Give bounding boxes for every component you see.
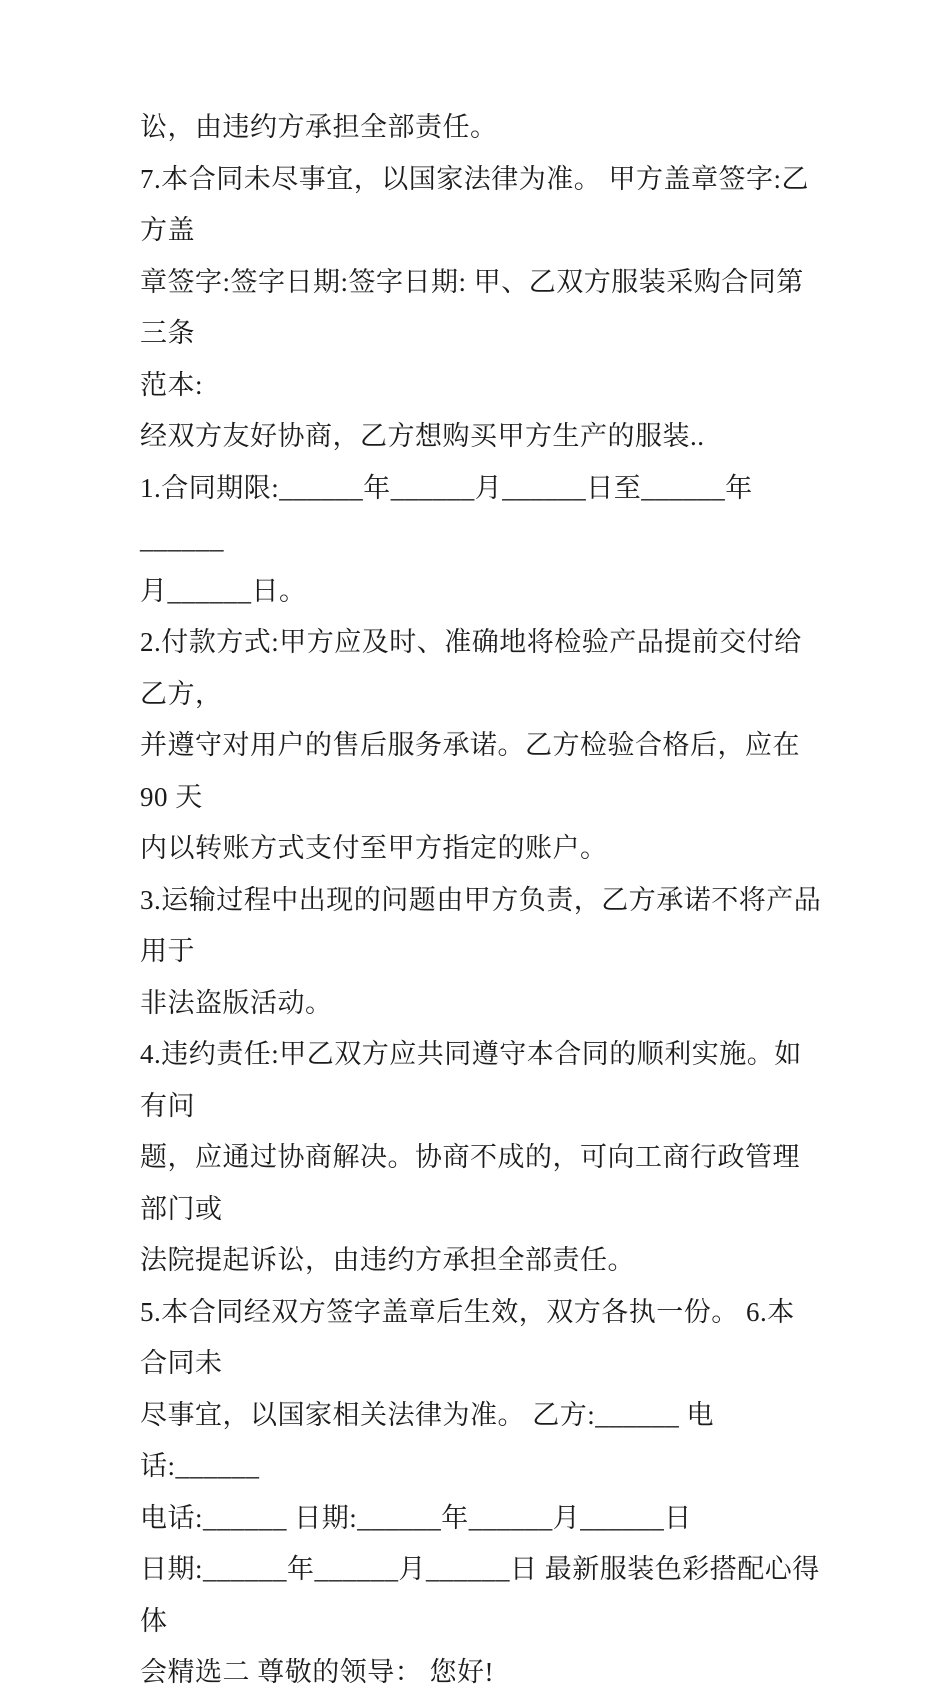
text-line: 会精选二 尊敬的领导： 您好! — [140, 1657, 494, 1687]
text-line: 7.本合同未尽事宜，以国家法律为准。 甲方盖章签字:乙方盖 — [140, 163, 810, 245]
text-line: 月______日。 — [140, 575, 307, 606]
contract-text-body — [140, 102, 822, 1699]
text-line: 2.付款方式:甲方应及时、准确地将检验产品提前交付给乙方， — [140, 627, 802, 709]
text-line: 章签字:签字日期:签字日期: 甲、乙双方服装采购合同第三条 — [140, 266, 804, 348]
text-line: 法院提起诉讼，由违约方承担全部责任。 — [140, 1245, 635, 1275]
text-line: 电话:______ 日期:______年______月______日 — [140, 1502, 692, 1533]
text-line: 内以转账方式支付至甲方指定的账户。 — [140, 833, 608, 863]
text-line: 范本: — [140, 369, 204, 400]
text-line: 尽事宜，以国家相关法律为准。 乙方:______ 电话:______ — [140, 1399, 715, 1481]
text-line: 题，应通过协商解决。协商不成的，可向工商行政管理部门或 — [140, 1142, 800, 1224]
text-line: 4.违约责任:甲乙双方应共同遵守本合同的顺利实施。如有问 — [140, 1039, 802, 1121]
text-line: 并遵守对用户的售后服务承诺。乙方检验合格后，应在 90 天 — [140, 730, 808, 812]
text-line: 非法盗版活动。 — [140, 987, 333, 1018]
text-line: 经双方友好协商，乙方想购买甲方生产的服装.. — [140, 421, 705, 451]
text-line: 讼，由违约方承担全部责任。 — [140, 112, 498, 142]
text-line: 日期:______年______月______日 最新服装色彩搭配心得体 — [140, 1554, 820, 1636]
text-line: 3.运输过程中出现的问题由甲方负责，乙方承诺不将产品用于 — [140, 884, 822, 966]
text-line: 1.合同期限:______年______月______日至______年______ — [140, 472, 753, 554]
text-line: 5.本合同经双方签字盖章后生效，双方各执一份。 6.本合同未 — [140, 1296, 795, 1378]
